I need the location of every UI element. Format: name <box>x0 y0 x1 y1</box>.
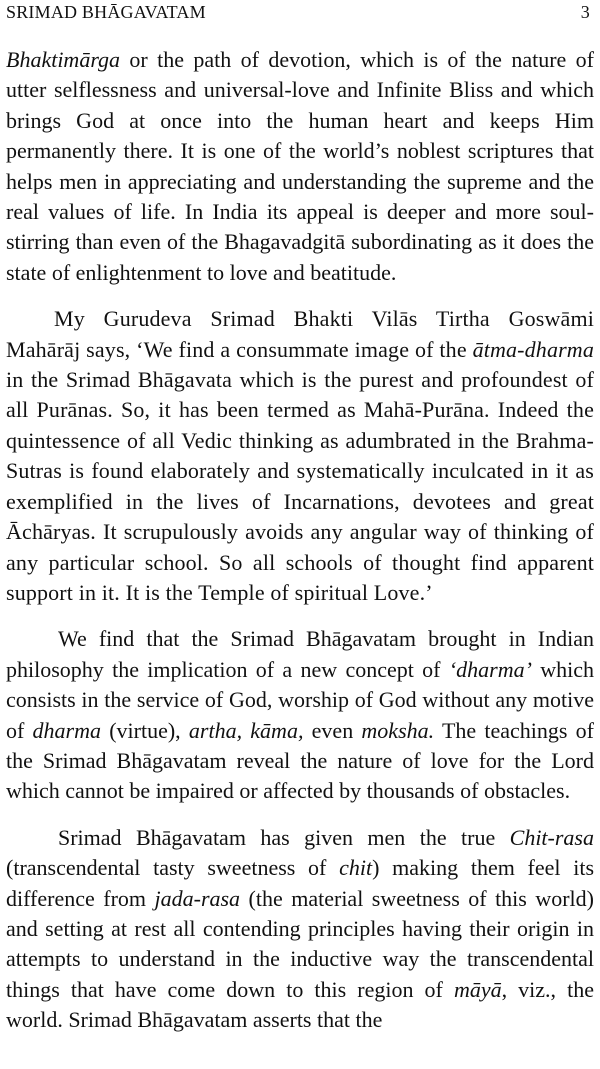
text-segment: dharma <box>32 717 101 743</box>
text-segment: We find that the Srimad Bhāgavatam brought in Indian philosophy the implication of a new concept of <box>6 626 594 682</box>
running-header <box>6 2 590 24</box>
text-segment: (transcendental tasty sweetness of <box>6 855 340 881</box>
text-segment: māyā <box>453 976 502 1002</box>
text-segment: ‘dharma’ <box>448 656 532 682</box>
text-segment: or the path of devotion, which is of the nature of utter selflessness and universal-love and Infinite Bliss and which brings God at once into the human heart and keeps Him permanently there. It is one of the world’s noblest scriptures that helps men in appreciating and understanding the supreme and the real values of life. In India its appeal is deeper and more soul-stirring than even of the Bhagavadgitā subordinating as it does the state of enlightenment to love and beatitude. <box>6 47 594 285</box>
text-segment: My Gurudeva Srimad Bhakti Vilās Tirtha Goswāmi Mahārāj says, ‘We find a consummate image of the <box>6 306 594 362</box>
text-segment: Srimad Bhāgavatam has given men the true <box>58 824 510 850</box>
text-segment: even <box>303 717 362 743</box>
page-number: 3 <box>580 2 590 22</box>
text-segment: which consists in the service of God, worship of God without any motive of <box>6 656 595 743</box>
text-segment: in the Srimad Bhāgavata which is the purest and profoundest of all Purānas. So, it has been termed as Mahā-Purāna. Indeed the quintessence of all Vedic thinking as adumbrated in the Brahma-Sutras is found elaborately and systematically inculcated in it as exemplified in the lives of Incarnations, devotees and great Āchāryas. It scrupulously avoids any angular way of thinking of any particular school. So all schools of thought find apparent support in it. It is the Temple of spiritual Love.’ <box>6 367 594 605</box>
text-segment: (virtue), <box>101 717 189 743</box>
paragraph-1 <box>6 45 594 288</box>
text-segment: artha, kāma, <box>188 717 304 743</box>
text-segment: chit <box>339 855 373 881</box>
paragraph-3 <box>6 624 594 806</box>
paragraph-2 <box>6 304 594 608</box>
text-segment: Chit-rasa <box>509 824 594 850</box>
text-segment: Bhaktimārga <box>6 47 121 72</box>
text-segment: The teachings of the Srimad Bhāgavatam reveal the nature of love for the Lord which cannot be impaired or affected by thousands of obstacles. <box>6 717 595 804</box>
text-segment: ) making them feel its difference from <box>6 855 595 911</box>
text-segment: moksha. <box>361 717 435 743</box>
text-segment: ātma-dharma <box>472 336 594 362</box>
text-segment: , viz., the world. Srimad Bhāgavatam asserts that the <box>6 976 594 1033</box>
page-body <box>6 45 594 1052</box>
paragraph-4 <box>6 823 594 1036</box>
text-segment: (the material sweetness of this world) and setting at rest all contending principles having their origin in attempts to understand in the inductive way the transcendental things that have come down to this region of <box>6 885 594 1002</box>
running-header-title: SRIMAD BHĀGAVATAM <box>6 2 206 22</box>
text-segment: jada-rasa <box>154 885 241 911</box>
